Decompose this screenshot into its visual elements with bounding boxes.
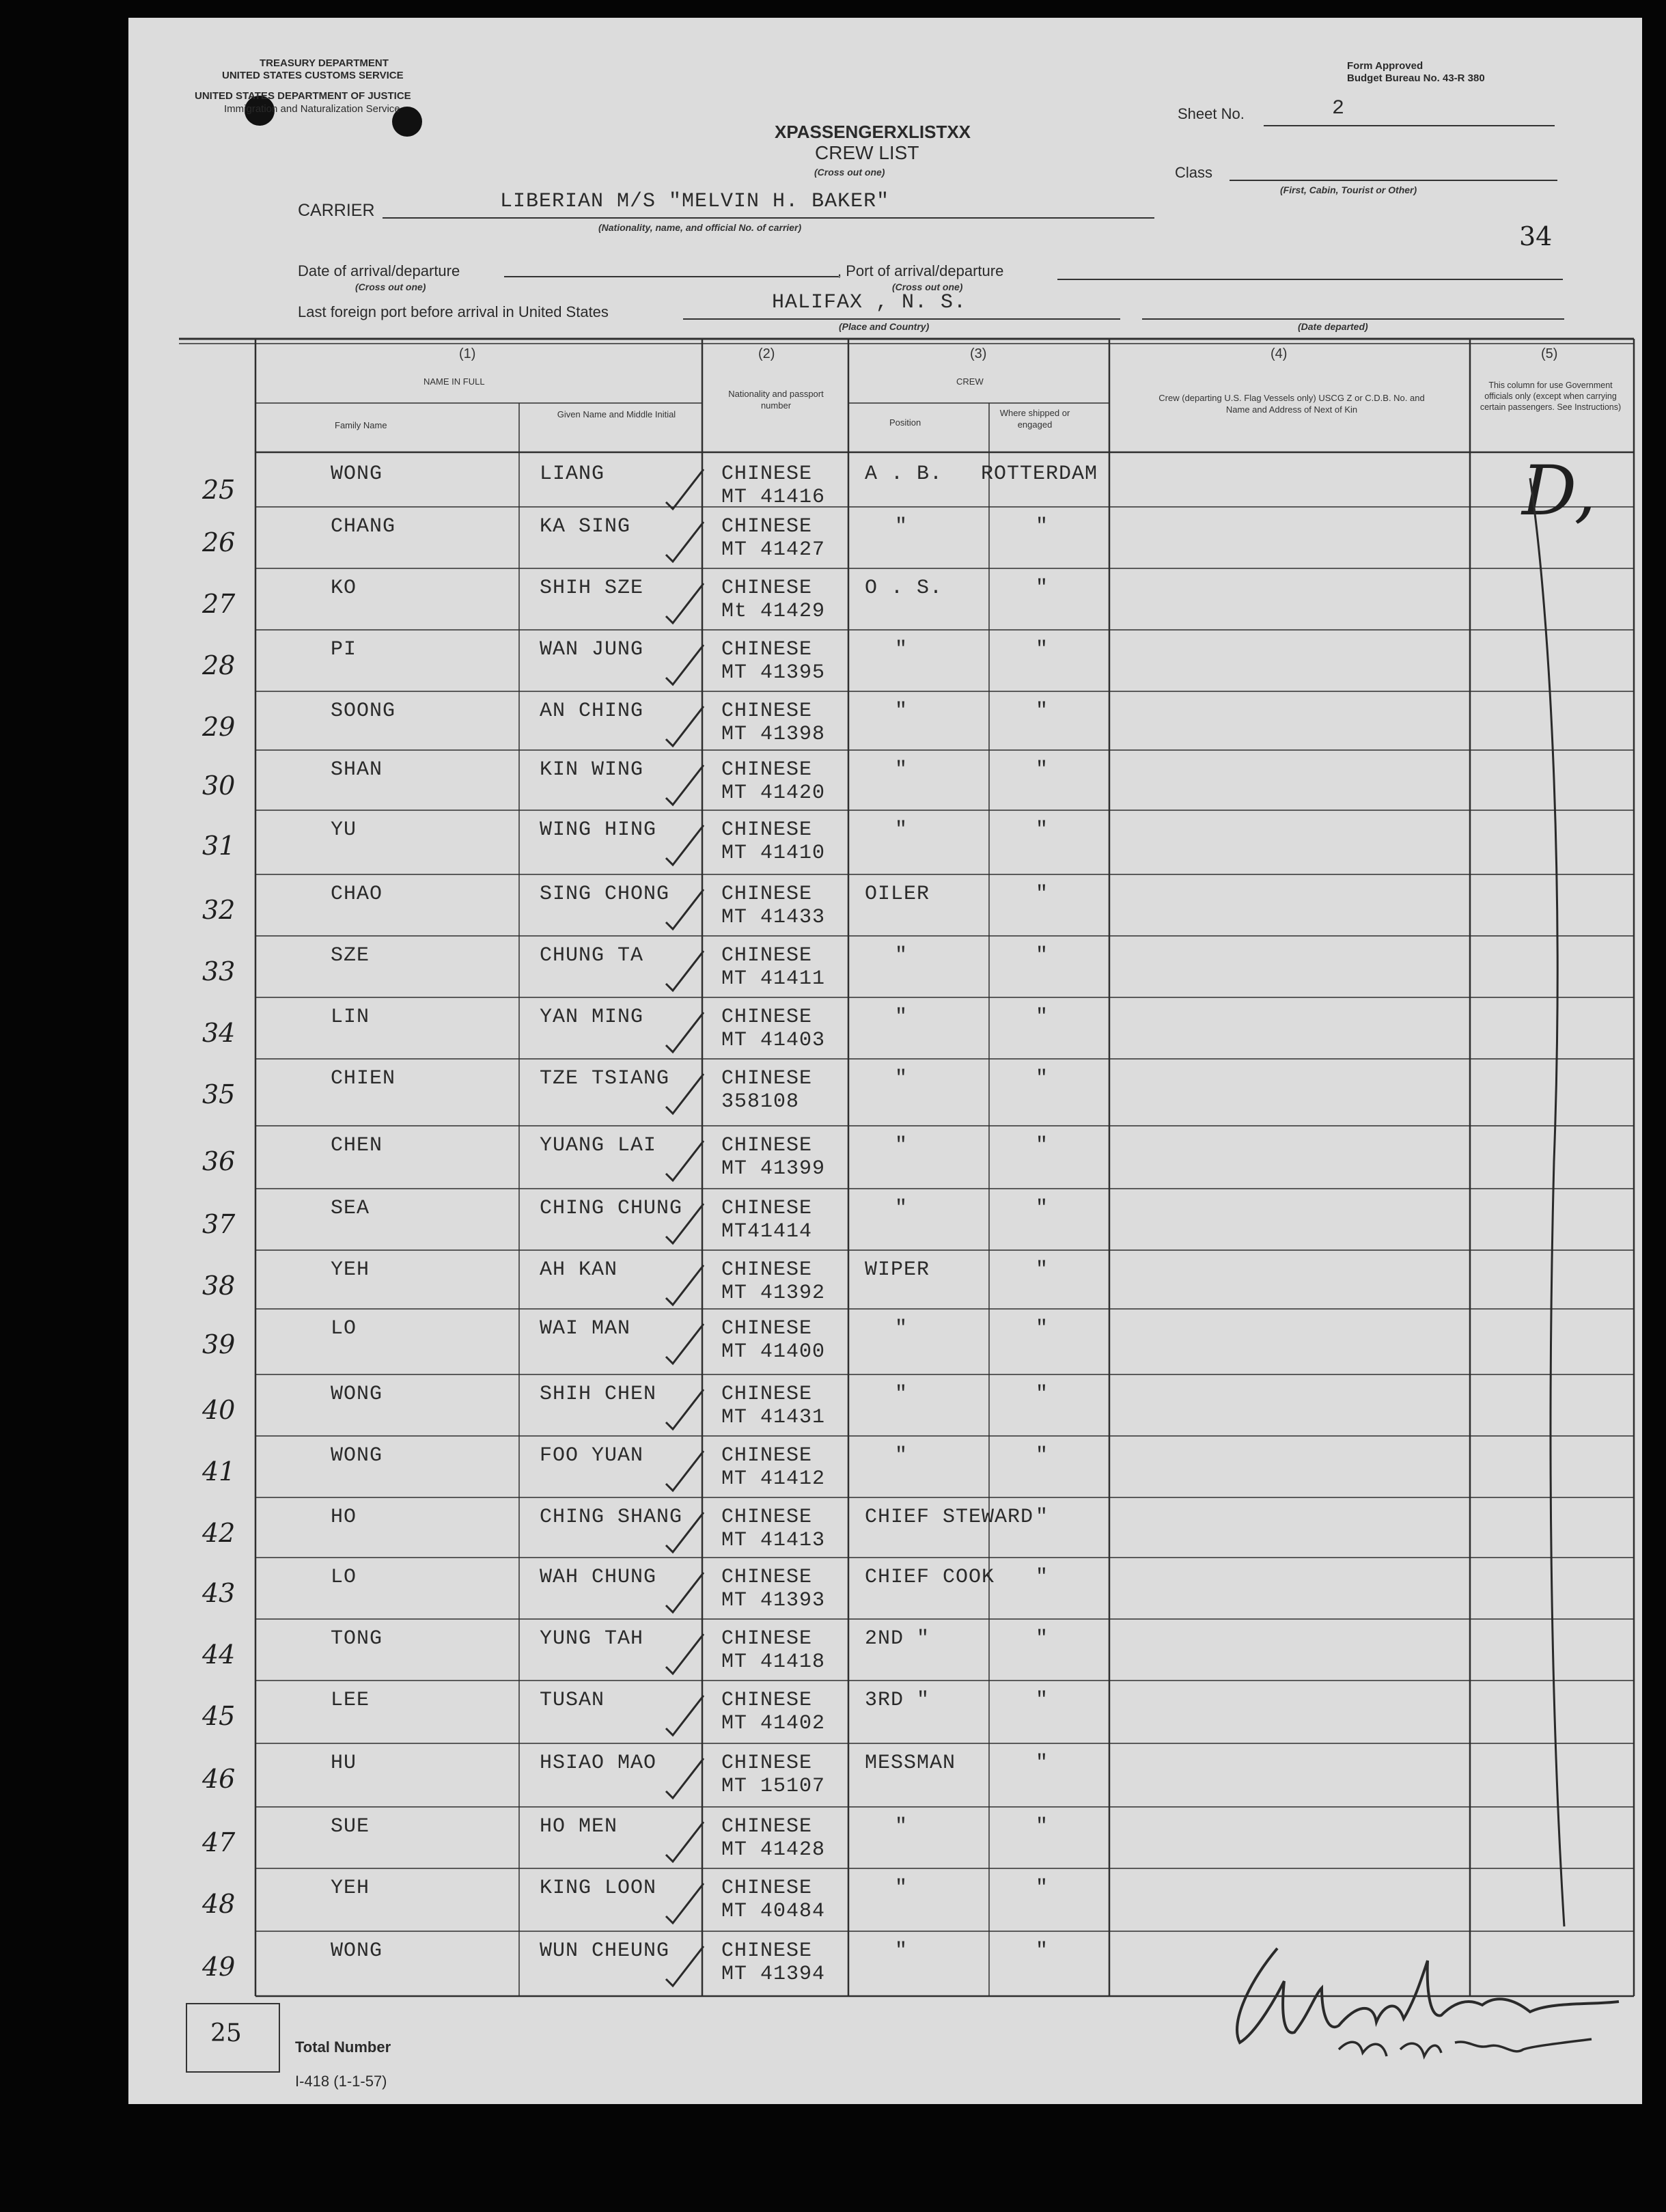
given-name: YUANG LAI [540, 1134, 657, 1157]
col3-number: (3) [970, 346, 987, 361]
given-name: TZE TSIANG [540, 1067, 670, 1090]
col3a-title: Position [889, 417, 921, 428]
col4-title: Crew (departing U.S. Flag Vessels only) USCG Z or C.D.B. No. and Name and Address of Next of Kin [1158, 393, 1425, 415]
nationality: CHINESE [721, 462, 813, 486]
nationality: CHINESE [721, 1506, 813, 1529]
crew-position: " [895, 700, 908, 723]
port-label: , Port of arrival/departure [837, 262, 1004, 279]
agency-treasury: TREASURY DEPARTMENT [260, 57, 389, 69]
where-shipped: " [1036, 700, 1049, 723]
where-shipped: " [1036, 1939, 1049, 1963]
crew-position: " [895, 944, 908, 967]
family-name: SEA [331, 1197, 370, 1220]
given-name: WAH CHUNG [540, 1566, 657, 1589]
nationality: CHINESE [721, 1134, 813, 1157]
nationality: CHINESE [721, 700, 813, 723]
col5-number: (5) [1541, 346, 1558, 361]
nationality: CHINESE [721, 944, 813, 967]
given-name: LIANG [540, 462, 605, 486]
agency-customs: UNITED STATES CUSTOMS SERVICE [222, 70, 404, 81]
nationality: CHINESE [721, 1444, 813, 1467]
agency-ins: Immigration and Naturalization Service [224, 103, 400, 115]
where-shipped: " [1036, 1134, 1049, 1157]
where-shipped: " [1036, 944, 1049, 967]
family-name: WONG [331, 462, 383, 486]
where-shipped: ROTTERDAM [981, 462, 1098, 486]
where-shipped: " [1036, 883, 1049, 906]
row-number-handwritten: 47 [202, 1827, 236, 1857]
crew-position: CHIEF STEWARD [865, 1506, 1034, 1529]
passport-number: MT 41402 [721, 1712, 826, 1735]
nationality: CHINESE [721, 515, 813, 538]
family-name: SUE [331, 1815, 370, 1838]
crew-position: " [895, 1444, 908, 1467]
crew-position: WIPER [865, 1258, 930, 1282]
col3b-title: Where shipped or engaged [999, 408, 1070, 430]
nationality: CHINESE [721, 1317, 813, 1340]
crew-position: " [895, 1067, 908, 1090]
date-label: Date of arrival/departure [298, 262, 460, 279]
given-name: WAN JUNG [540, 638, 644, 661]
col2-number: (2) [758, 346, 775, 361]
family-name: WONG [331, 1383, 383, 1406]
nationality: CHINESE [721, 1939, 813, 1963]
where-shipped: " [1036, 1197, 1049, 1220]
family-name: CHEN [331, 1134, 383, 1157]
crew-position: " [895, 1877, 908, 1900]
passport-number: MT 41428 [721, 1838, 826, 1862]
crew-position: 2ND " [865, 1627, 930, 1650]
row-number-handwritten: 26 [202, 527, 236, 557]
form-approved: Form Approved [1347, 60, 1424, 72]
class-hint: (First, Cabin, Tourist or Other) [1280, 184, 1417, 195]
crew-position: " [895, 515, 908, 538]
last-port-value: HALIFAX , N. S. [772, 291, 967, 314]
family-name: YU [331, 818, 357, 842]
sheet-number: 2 [1332, 97, 1346, 120]
budget-bureau: Budget Bureau No. 43-R 380 [1347, 72, 1485, 84]
passport-number: MT 41427 [721, 538, 826, 562]
row-number-handwritten: 37 [202, 1209, 236, 1239]
given-name: SHIH CHEN [540, 1383, 657, 1406]
given-name: HO MEN [540, 1815, 618, 1838]
row-number-handwritten: 44 [202, 1640, 236, 1670]
nationality: CHINESE [721, 1815, 813, 1838]
col1-title: NAME IN FULL [424, 376, 485, 387]
given-name: YUNG TAH [540, 1627, 644, 1650]
family-name: LO [331, 1317, 357, 1340]
where-shipped: " [1036, 638, 1049, 661]
row-number-handwritten: 33 [202, 956, 236, 986]
carrier-hint: (Nationality, name, and official No. of carrier) [598, 222, 802, 233]
last-port-label: Last foreign port before arrival in United States [298, 303, 609, 320]
passport-number: Mt 41429 [721, 600, 826, 623]
row-number-handwritten: 43 [202, 1578, 236, 1608]
where-shipped: " [1036, 515, 1049, 538]
passport-number: MT 41433 [721, 906, 826, 929]
family-name: SHAN [331, 758, 383, 782]
family-name: LO [331, 1566, 357, 1589]
where-shipped: " [1036, 1444, 1049, 1467]
page-number: 34 [1519, 221, 1553, 251]
passport-number: MT 40484 [721, 1900, 826, 1923]
column5-mark: D, [1522, 451, 1596, 531]
family-name: WONG [331, 1939, 383, 1963]
place-hint: (Place and Country) [839, 321, 930, 332]
row-number-handwritten: 46 [202, 1764, 236, 1794]
row-number-handwritten: 49 [202, 1952, 236, 1982]
passport-number: MT 41416 [721, 486, 826, 509]
where-shipped: " [1036, 1258, 1049, 1282]
crew-position: " [895, 1815, 908, 1838]
row-number-handwritten: 41 [202, 1456, 236, 1487]
row-number-handwritten: 42 [202, 1518, 236, 1548]
given-name: TUSAN [540, 1689, 605, 1712]
passport-number: MT 41418 [721, 1650, 826, 1674]
nationality: CHINESE [721, 1627, 813, 1650]
crew-position: MESSMAN [865, 1752, 956, 1775]
row-number-handwritten: 40 [202, 1395, 236, 1425]
nationality: CHINESE [721, 1383, 813, 1406]
where-shipped: " [1036, 1067, 1049, 1090]
row-number-handwritten: 45 [202, 1701, 236, 1731]
family-name: SZE [331, 944, 370, 967]
crew-position: O . S. [865, 577, 943, 600]
total-number-label: Total Number [295, 2038, 391, 2056]
nationality: CHINESE [721, 1566, 813, 1589]
col5-title: This column for use Government officials only (except when carrying certain passengers. See Instructions) [1480, 381, 1622, 412]
class-label: Class [1175, 164, 1213, 181]
crew-position: " [895, 638, 908, 661]
agency-justice: UNITED STATES DEPARTMENT OF JUSTICE [195, 90, 411, 102]
row-number-handwritten: 28 [202, 650, 236, 680]
given-name: CHUNG TA [540, 944, 644, 967]
given-name: KING LOON [540, 1877, 657, 1900]
crew-position: " [895, 1383, 908, 1406]
nationality: CHINESE [721, 1197, 813, 1220]
crew-position: " [895, 1317, 908, 1340]
nationality: CHINESE [721, 638, 813, 661]
date-hint: (Cross out one) [355, 281, 426, 292]
given-name: WAI MAN [540, 1317, 631, 1340]
given-name: SHIH SZE [540, 577, 644, 600]
col3-title: CREW [956, 376, 984, 387]
crew-position: " [895, 818, 908, 842]
where-shipped: " [1036, 1815, 1049, 1838]
col1-number: (1) [459, 346, 476, 361]
where-shipped: " [1036, 1627, 1049, 1650]
cross-out-hint: (Cross out one) [814, 167, 885, 178]
passport-number: 358108 [721, 1090, 800, 1114]
passport-number: MT 41413 [721, 1529, 826, 1552]
nationality: CHINESE [721, 1877, 813, 1900]
where-shipped: " [1036, 1006, 1049, 1029]
family-name: KO [331, 577, 357, 600]
crew-position: 3RD " [865, 1689, 930, 1712]
given-name: SING CHONG [540, 883, 670, 906]
nationality: CHINESE [721, 758, 813, 782]
crew-position: " [895, 758, 908, 782]
given-name: FOO YUAN [540, 1444, 644, 1467]
nationality: CHINESE [721, 577, 813, 600]
family-name: LEE [331, 1689, 370, 1712]
passport-number: MT 41395 [721, 661, 826, 685]
where-shipped: " [1036, 1506, 1049, 1529]
given-name: CHING SHANG [540, 1506, 683, 1529]
passport-number: MT 41392 [721, 1282, 826, 1305]
row-number-handwritten: 25 [202, 475, 236, 505]
given-name: KIN WING [540, 758, 644, 782]
family-name: TONG [331, 1627, 383, 1650]
crew-position: " [895, 1939, 908, 1963]
where-shipped: " [1036, 758, 1049, 782]
passport-number: MT 41411 [721, 967, 826, 991]
carrier-label: CARRIER [298, 201, 375, 220]
carrier-value: LIBERIAN M/S "MELVIN H. BAKER" [500, 190, 890, 213]
passport-number: MT 41420 [721, 782, 826, 805]
where-shipped: " [1036, 1689, 1049, 1712]
family-name: HU [331, 1752, 357, 1775]
passenger-list-struck: XPASSENGERXLISTXX [775, 122, 971, 142]
col4-number: (4) [1271, 346, 1288, 361]
nationality: CHINESE [721, 883, 813, 906]
nationality: CHINESE [721, 1006, 813, 1029]
row-number-handwritten: 29 [202, 712, 236, 742]
crew-position: A . B. [865, 462, 943, 486]
given-name: YAN MING [540, 1006, 644, 1029]
where-shipped: " [1036, 577, 1049, 600]
given-name: WUN CHEUNG [540, 1939, 670, 1963]
row-number-handwritten: 31 [202, 831, 236, 861]
sheet-label: Sheet No. [1178, 105, 1245, 122]
row-number-handwritten: 38 [202, 1271, 236, 1301]
row-number-handwritten: 36 [202, 1146, 236, 1176]
nationality: CHINESE [721, 1752, 813, 1775]
row-number-handwritten: 27 [202, 589, 236, 619]
passport-number: MT 41410 [721, 842, 826, 865]
nationality: CHINESE [721, 1258, 813, 1282]
row-number-handwritten: 32 [202, 895, 236, 925]
where-shipped: " [1036, 1317, 1049, 1340]
passport-number: MT41414 [721, 1220, 813, 1243]
where-shipped: " [1036, 1752, 1049, 1775]
col1a-title: Family Name [335, 420, 387, 430]
where-shipped: " [1036, 1566, 1049, 1589]
family-name: LIN [331, 1006, 370, 1029]
family-name: WONG [331, 1444, 383, 1467]
row-number-handwritten: 39 [202, 1329, 236, 1359]
crew-position: CHIEF COOK [865, 1566, 995, 1589]
row-number-handwritten: 35 [202, 1079, 236, 1109]
where-shipped: " [1036, 1877, 1049, 1900]
where-shipped: " [1036, 1383, 1049, 1406]
family-name: CHAO [331, 883, 383, 906]
family-name: YEH [331, 1258, 370, 1282]
row-number-handwritten: 48 [202, 1889, 236, 1919]
passport-number: MT 41399 [721, 1157, 826, 1180]
col1b-title: Given Name and Middle Initial [557, 409, 676, 419]
crew-position: " [895, 1197, 908, 1220]
given-name: WING HING [540, 818, 657, 842]
passport-number: MT 41393 [721, 1589, 826, 1612]
family-name: HO [331, 1506, 357, 1529]
given-name: AN CHING [540, 700, 644, 723]
given-name: HSIAO MAO [540, 1752, 657, 1775]
row-number-handwritten: 30 [202, 771, 236, 801]
family-name: CHANG [331, 515, 396, 538]
form-number: I-418 (1-1-57) [295, 2073, 387, 2090]
where-shipped: " [1036, 818, 1049, 842]
passport-number: MT 41403 [721, 1029, 826, 1052]
family-name: CHIEN [331, 1067, 396, 1090]
port-hint: (Cross out one) [892, 281, 963, 292]
given-name: CHING CHUNG [540, 1197, 683, 1220]
family-name: SOONG [331, 700, 396, 723]
crew-position: " [895, 1006, 908, 1029]
nationality: CHINESE [721, 818, 813, 842]
total-number-value: 25 [210, 2019, 242, 2047]
passport-number: MT 15107 [721, 1775, 826, 1798]
given-name: AH KAN [540, 1258, 618, 1282]
crew-position: " [895, 1134, 908, 1157]
given-name: KA SING [540, 515, 631, 538]
form-title: CREW LIST [815, 142, 919, 163]
nationality: CHINESE [721, 1689, 813, 1712]
passport-number: MT 41398 [721, 723, 826, 746]
family-name: PI [331, 638, 357, 661]
passport-number: MT 41412 [721, 1467, 826, 1491]
nationality: CHINESE [721, 1067, 813, 1090]
family-name: YEH [331, 1877, 370, 1900]
passport-number: MT 41394 [721, 1963, 826, 1986]
row-number-handwritten: 34 [202, 1018, 236, 1048]
date-departed-hint: (Date departed) [1298, 321, 1368, 332]
passport-number: MT 41400 [721, 1340, 826, 1364]
passport-number: MT 41431 [721, 1406, 826, 1429]
crew-position: OILER [865, 883, 930, 906]
col2-title: Nationality and passport number [728, 389, 824, 411]
